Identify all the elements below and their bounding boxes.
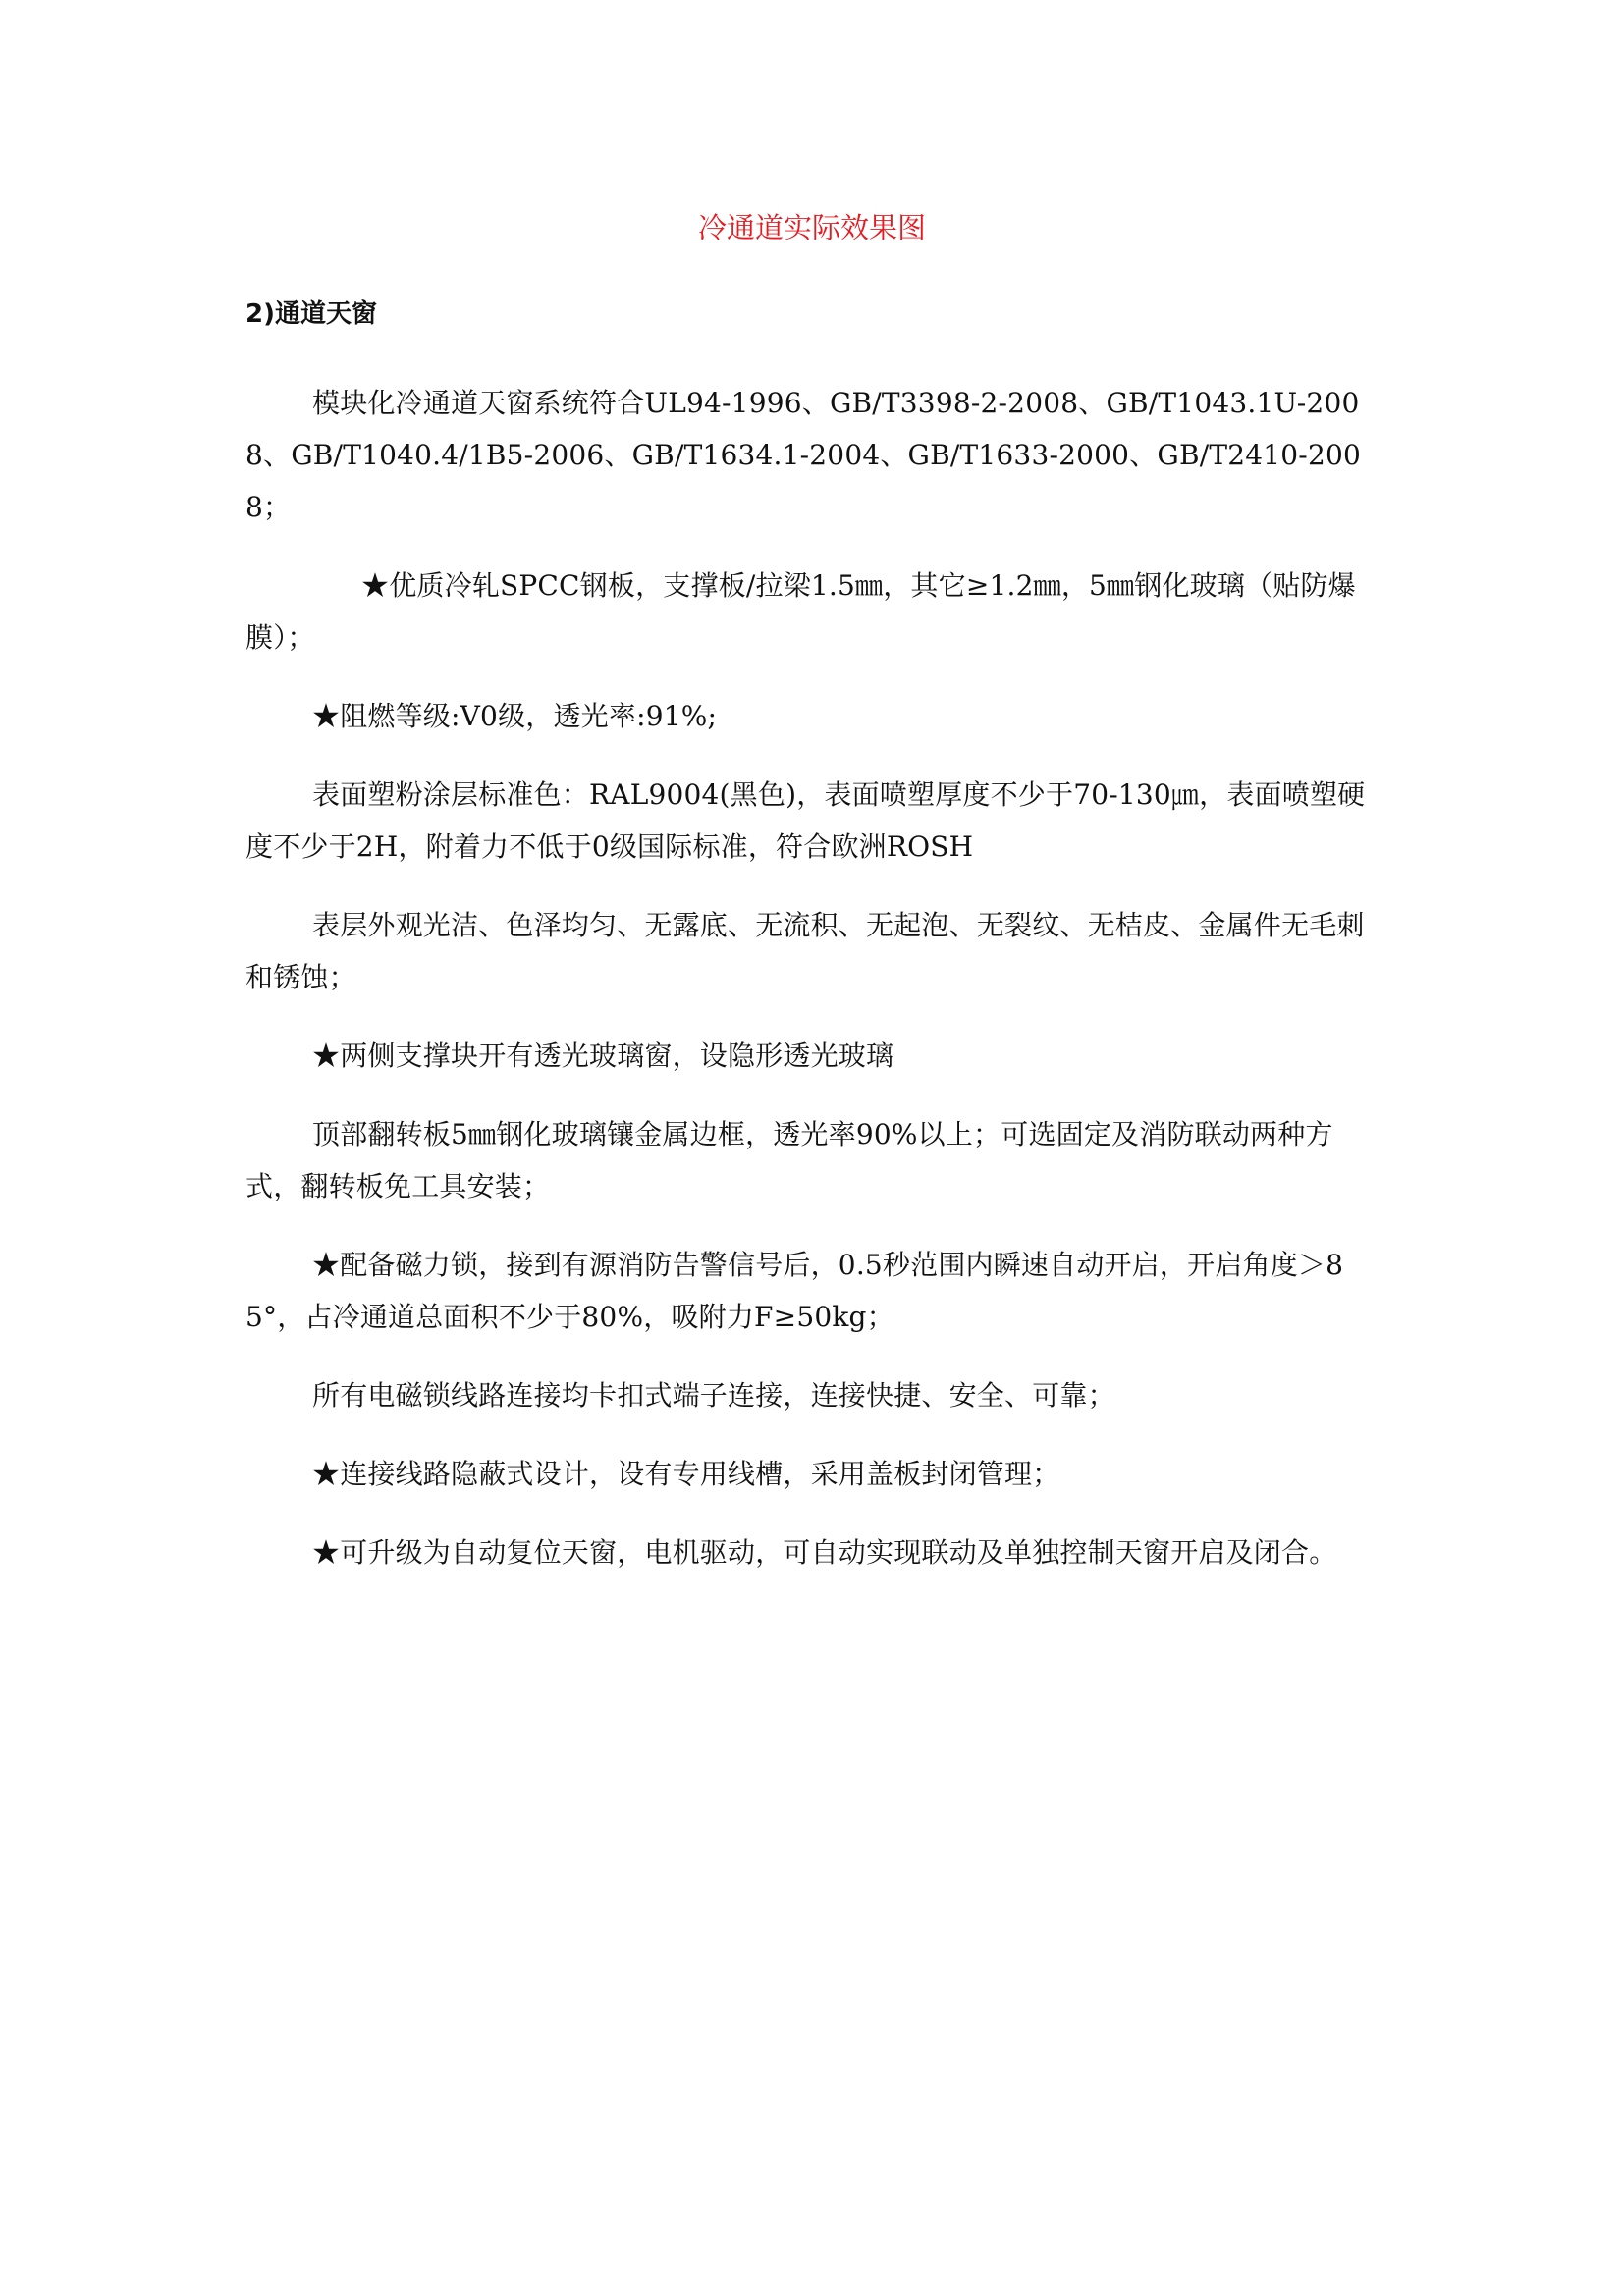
body-text [245,377,1375,1578]
section-heading: 2)通道天窗 [245,299,377,329]
paragraph-flame-rating: ★阻燃等级:V0级，透光率:91%; [312,700,718,732]
paragraph-side-windows: ★两侧支撑块开有透光玻璃窗，设隐形透光玻璃 [312,1040,894,1072]
paragraph-hidden-wiring: ★连接线路隐蔽式设计，设有专用线槽，采用盖板封闭管理； [312,1458,1060,1490]
paragraph-material: ★优质冷轧SPCC钢板，支撑板/拉梁1.5㎜，其它≥1.2㎜，5㎜钢化玻璃（贴防爆膜）； [245,569,1356,654]
paragraph-flip-panel: 顶部翻转板5㎜钢化玻璃镶金属边框，透光率90%以上；可选固定及消防联动两种方式，翻转板免工具安装； [245,1118,1333,1202]
paragraph-magnetic-lock: ★配备磁力锁，接到有源消防告警信号后，0.5秒范围内瞬速自动开启，开启角度＞85°，占冷通道总面积不少于80%，吸附力F≥50kg； [245,1249,1344,1333]
paragraph-standards: 模块化冷通道天窗系统符合UL94-1996、GB/T3398-2-2008、GB/T1043.1U-2008、GB/T1040.4/1B5-2006、GB/T1634.1-2004、GB/T1633-2000、GB/T2410-2008； [245,387,1361,523]
paragraph-auto-reset: ★可升级为自动复位天窗，电机驱动，可自动实现联动及单独控制天窗开启及闭合。 [312,1536,1337,1569]
figure-caption: 冷通道实际效果图 [697,211,926,244]
paragraph-wiring: 所有电磁锁线路连接均卡扣式端子连接，连接快捷、安全、可靠； [312,1379,1115,1412]
paragraph-coating: 表面塑粉涂层标准色：RAL9004(黑色)，表面喷塑厚度不少于70-130㎛，表面喷塑硬度不少于2H，附着力不低于0级国际标准，符合欧洲ROSH [245,778,1366,863]
paragraph-surface: 表层外观光洁、色泽均匀、无露底、无流积、无起泡、无裂纹、无桔皮、金属件无毛刺和锈蚀； [245,909,1365,993]
